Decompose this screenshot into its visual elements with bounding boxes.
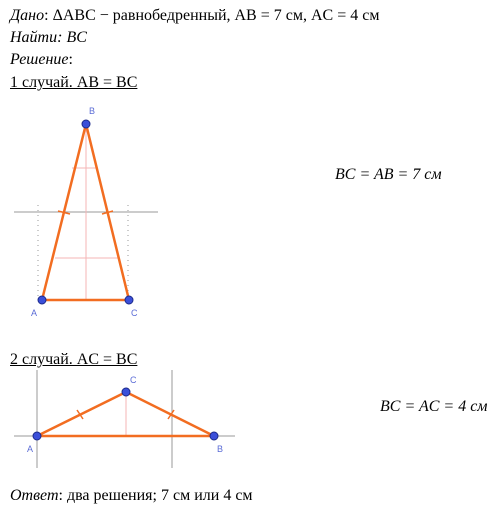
label-a: A bbox=[31, 308, 38, 318]
solution-label: Решение bbox=[10, 51, 69, 68]
point-a bbox=[33, 432, 41, 440]
point-c bbox=[125, 296, 133, 304]
label-b: B bbox=[217, 444, 224, 454]
point-b bbox=[82, 120, 90, 128]
case1-equation: BC = AB = 7 см bbox=[335, 166, 442, 183]
solution-text: : bbox=[68, 51, 73, 68]
answer-label: Ответ bbox=[10, 487, 59, 504]
case1-heading: 1 случай. AB = BC bbox=[10, 74, 138, 91]
figure-case2 bbox=[14, 370, 235, 468]
label-a: A bbox=[27, 444, 34, 454]
label-c: C bbox=[130, 375, 137, 385]
point-b bbox=[210, 432, 218, 440]
figure-case1 bbox=[14, 106, 158, 318]
given-text: : ΔABC − равнобедренный, AB = 7 см, AC = 4 см bbox=[44, 7, 380, 24]
answer-text: : два решения; 7 см или 4 см bbox=[58, 487, 253, 504]
point-c bbox=[122, 388, 130, 396]
label-c: C bbox=[131, 308, 138, 318]
find-label: Найти bbox=[10, 29, 58, 46]
find-text: : BC bbox=[57, 29, 87, 46]
case2-equation: BC = AC = 4 см bbox=[380, 398, 488, 415]
label-b: B bbox=[89, 106, 96, 116]
case2-heading: 2 случай. AC = BC bbox=[10, 351, 138, 368]
point-a bbox=[38, 296, 46, 304]
given-label: Дано bbox=[10, 7, 45, 24]
